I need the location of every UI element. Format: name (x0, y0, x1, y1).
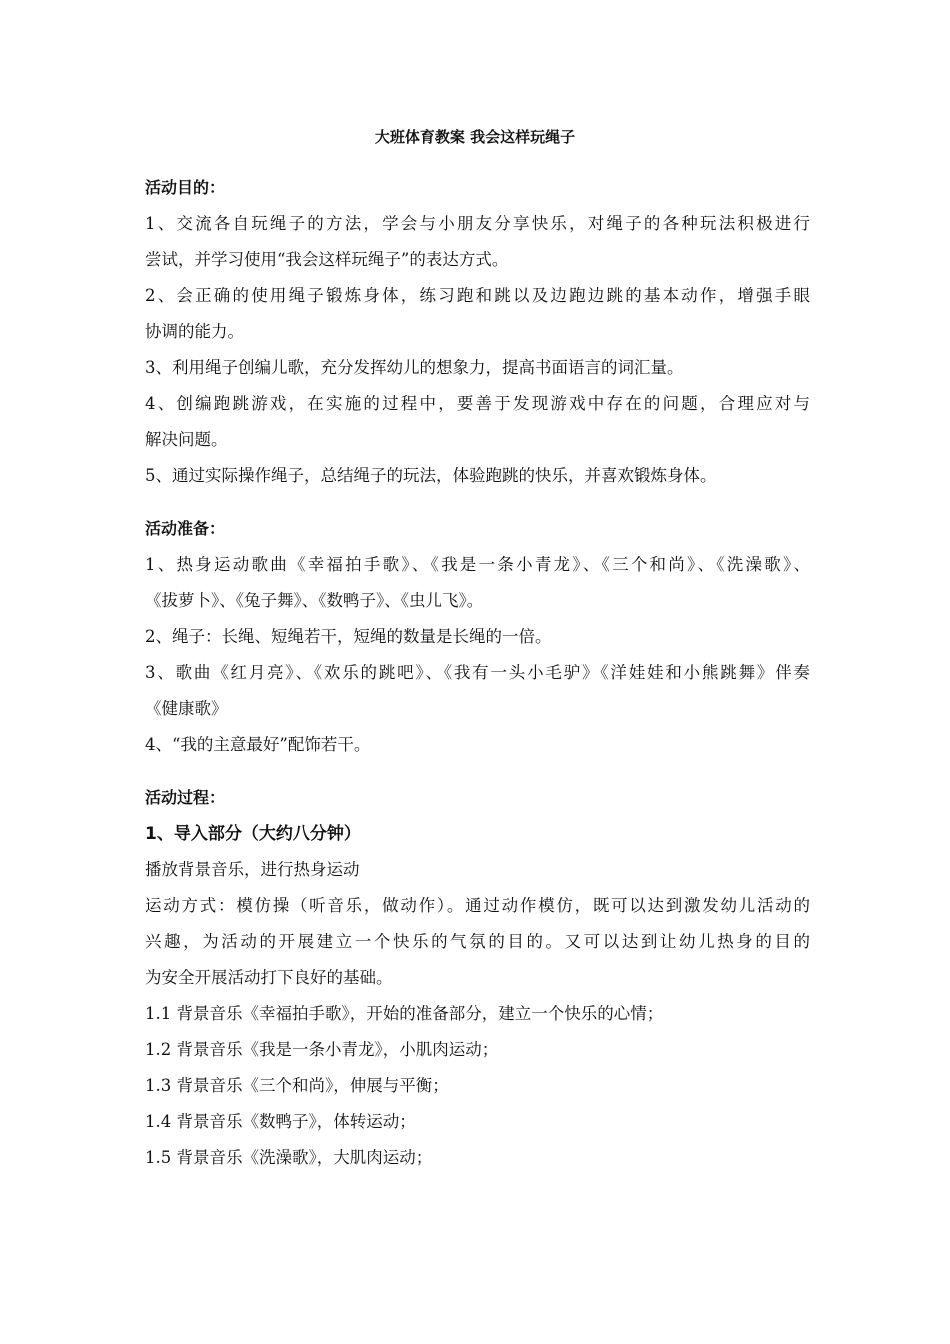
text-line: 为安全开展活动打下良好的基础。 (145, 968, 393, 987)
text-line: 1、交流各自玩绳子的方法，学会与小朋友分享快乐，对绳子的各种玩法积极进行 (145, 214, 810, 233)
text-line: 1.4 背景音乐《数鸭子》，体转运动； (145, 1112, 416, 1131)
paragraph (145, 619, 810, 655)
list-item (145, 1140, 810, 1176)
document-title: 大班体育教案 我会这样玩绳子 (374, 128, 576, 146)
section-process (145, 780, 810, 1176)
section-preparation (145, 511, 810, 763)
list-item (145, 1032, 810, 1068)
text-line: 3、利用绳子创编儿歌，充分发挥幼儿的想象力，提高书面语言的词汇量。 (145, 358, 684, 377)
text-line: 尝试，并学习使用“我会这样玩绳子”的表达方式。 (145, 250, 509, 269)
text-line: 兴趣，为活动的开展建立一个快乐的气氛的目的。又可以达到让幼儿热身的目的 (145, 932, 810, 951)
subsection-heading: 1、导入部分（大约八分钟） (145, 824, 361, 844)
text-line: 3、歌曲《红月亮》、《欢乐的跳吧》、《我有一头小毛驴》《洋娃娃和小熊跳舞》伴奏 (145, 663, 810, 682)
paragraph (145, 386, 810, 458)
section-heading: 活动准备： (145, 519, 226, 538)
text-line: 《拔萝卜》、《兔子舞》、《数鸭子》、《虫儿飞》。 (145, 591, 484, 610)
paragraph (145, 206, 810, 278)
text-line: 播放背景音乐，进行热身运动 (145, 860, 360, 879)
paragraph (145, 852, 810, 888)
paragraph (145, 458, 810, 494)
paragraph (145, 547, 810, 619)
text-line: 解决问题。 (145, 430, 228, 449)
paragraph (145, 888, 810, 996)
list-item (145, 1068, 810, 1104)
paragraph (145, 727, 810, 763)
text-line: 运动方式：模仿操（听音乐，做动作）。通过动作模仿，既可以达到激发幼儿活动的 (145, 896, 810, 915)
text-line: 1.2 背景音乐《我是一条小青龙》，小肌肉运动； (145, 1040, 499, 1059)
text-line: 协调的能力。 (145, 322, 244, 341)
paragraph (145, 278, 810, 350)
text-line: 1.5 背景音乐《洗澡歌》，大肌肉运动； (145, 1148, 433, 1167)
text-line: 5、通过实际操作绳子，总结绳子的玩法，体验跑跳的快乐，并喜欢锻炼身体。 (145, 466, 717, 485)
text-line: 2、绳子：长绳、短绳若干，短绳的数量是长绳的一倍。 (145, 627, 552, 646)
text-line: 4、创编跑跳游戏，在实施的过程中，要善于发现游戏中存在的问题，合理应对与 (145, 394, 810, 413)
text-line: 1.1 背景音乐《幸福拍手歌》，开始的准备部分，建立一个快乐的心情； (145, 1004, 664, 1023)
section-heading: 活动过程： (145, 788, 226, 807)
section-spacer (145, 763, 810, 780)
section-purpose (145, 170, 810, 494)
section-spacer (145, 494, 810, 511)
document-body (145, 170, 810, 1176)
section-heading: 活动目的： (145, 178, 226, 197)
paragraph (145, 655, 810, 727)
text-line: 1.3 背景音乐《三个和尚》，伸展与平衡； (145, 1076, 449, 1095)
list-item (145, 1104, 810, 1140)
text-line: 2、会正确的使用绳子锻炼身体，练习跑和跳以及边跑边跳的基本动作，增强手眼 (145, 286, 810, 305)
list-item (145, 996, 810, 1032)
text-line: 1、热身运动歌曲《幸福拍手歌》、《我是一条小青龙》、《三个和尚》、《洗澡歌》、 (145, 555, 810, 574)
paragraph (145, 350, 810, 386)
text-line: 《健康歌》 (145, 699, 228, 718)
text-line: 4、“我的主意最好”配饰若干。 (145, 735, 371, 754)
